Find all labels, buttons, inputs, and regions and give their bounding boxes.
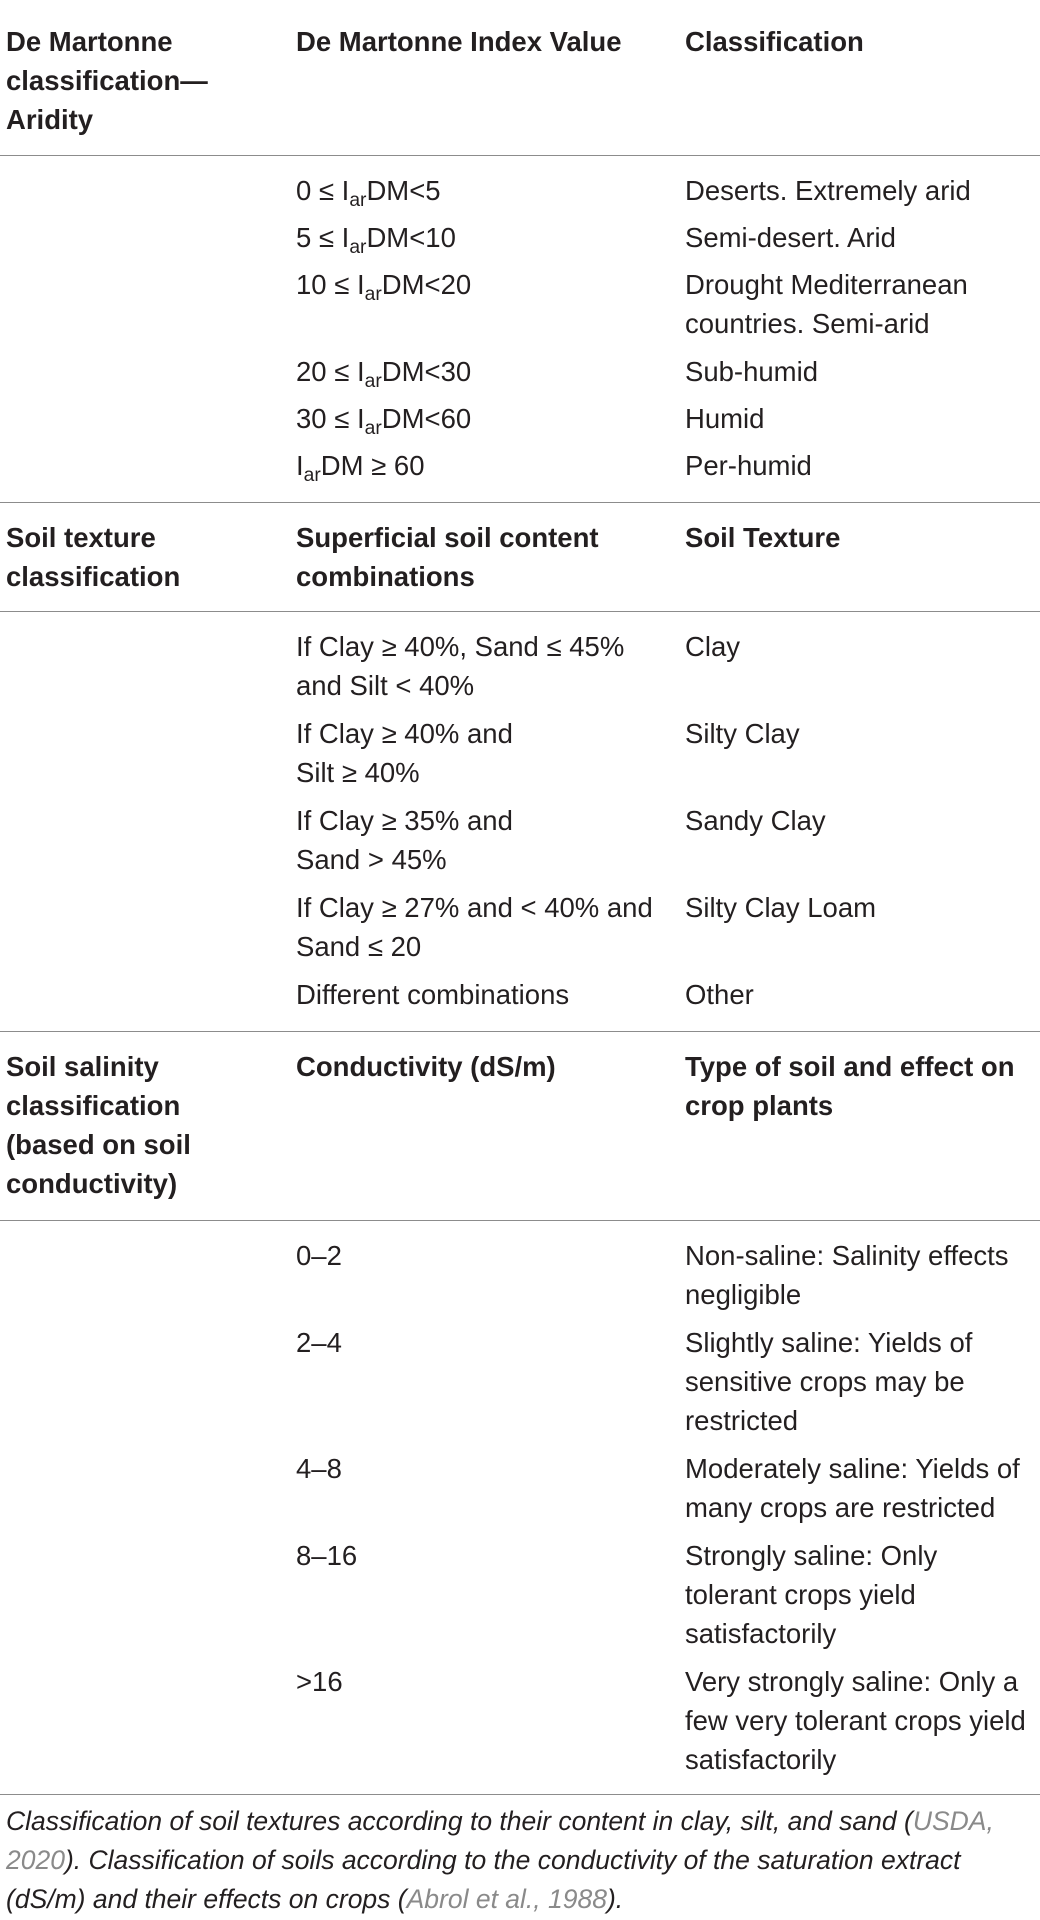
aridity-class: Deserts. Extremely arid [685, 175, 971, 206]
aridity-header-col3: Classification [685, 26, 864, 57]
salinity-effect: Moderately saline: Yields of many crops are restricted [685, 1453, 1020, 1523]
salinity-header-col2: Conductivity (dS/m) [296, 1051, 556, 1082]
aridity-header-col1: De Martonne classification—Aridity [6, 26, 208, 135]
salinity-effect: Slightly saline: Yields of sensitive crops may be restricted [685, 1327, 973, 1436]
texture-name: Other [685, 979, 754, 1010]
aridity-index-range: $10 \le I_{ar}DM<20$ [296, 269, 472, 305]
conductivity-range: >16 [296, 1666, 343, 1697]
salinity-effect: Non-saline: Salinity effects negligible [685, 1240, 1009, 1310]
divider [0, 1794, 1040, 1795]
divider [0, 611, 1040, 612]
divider [0, 1031, 1040, 1032]
aridity-index-range: $I_{ar}DM \ge 60$ [296, 450, 425, 486]
texture-combination: Different combinations [296, 979, 570, 1010]
aridity-header-col2: De Martonne Index Value [296, 26, 622, 57]
texture-combination: If Clay ≥ 40%, Sand ≤ 45% and Silt < 40% [296, 631, 625, 701]
aridity-class: Drought Mediterranean countries. Semi-arid [685, 269, 968, 339]
aridity-class: Sub-humid [685, 356, 818, 387]
salinity-effect: Very strongly saline: Only a few very tolerant crops yield satisfactorily [685, 1666, 1026, 1775]
salinity-header-col3: Type of soil and effect on crop plants [685, 1051, 1015, 1121]
texture-header-col1: Soil texture classification [6, 522, 181, 592]
texture-combination: If Clay ≥ 27% and < 40% and Sand ≤ 20 [296, 892, 653, 962]
texture-name: Silty Clay Loam [685, 892, 877, 923]
aridity-index-range: $20 \le I_{ar}DM<30$ [296, 356, 472, 392]
salinity-effect: Strongly saline: Only tolerant crops yield satisfactorily [685, 1540, 938, 1649]
conductivity-range: 4–8 [296, 1453, 342, 1484]
divider [0, 502, 1040, 503]
aridity-class: Humid [685, 403, 765, 434]
conductivity-range: 2–4 [296, 1327, 342, 1358]
citation-link-usda[interactable]: USDA, 2020 [6, 1806, 994, 1875]
salinity-header-col1: Soil salinity classification (based on soil conductivity) [6, 1051, 191, 1199]
texture-name: Clay [685, 631, 741, 662]
aridity-class: Per-humid [685, 450, 812, 481]
aridity-index-range: $5 \le I_{ar}DM<10$ [296, 222, 456, 258]
texture-name: Silty Clay [685, 718, 800, 749]
texture-name: Sandy Clay [685, 805, 826, 836]
aridity-index-range: $30 \le I_{ar}DM<60$ [296, 403, 472, 439]
texture-header-col3: Soil Texture [685, 522, 841, 553]
divider [0, 155, 1040, 156]
table-caption: Classification of soil textures according to their content in clay, silt, and sand (USDA, 2020). Classification of soils according to the conductivity of the saturation extract (dS/m) and their effects on crops (Abrol et al., 1988). [6, 1806, 994, 1914]
divider [0, 1220, 1040, 1221]
aridity-class: Semi-desert. Arid [685, 222, 896, 253]
texture-combination: If Clay ≥ 40% and Silt ≥ 40% [296, 718, 513, 788]
texture-combination: If Clay ≥ 35% and Sand > 45% [296, 805, 513, 875]
citation-link-abrol[interactable]: Abrol et al., 1988 [406, 1884, 607, 1914]
conductivity-range: 8–16 [296, 1540, 358, 1571]
aridity-index-range: $0 \le I_{ar}DM<5$ [296, 175, 441, 211]
conductivity-range: 0–2 [296, 1240, 342, 1271]
texture-header-col2: Superficial soil content combinations [296, 522, 599, 592]
